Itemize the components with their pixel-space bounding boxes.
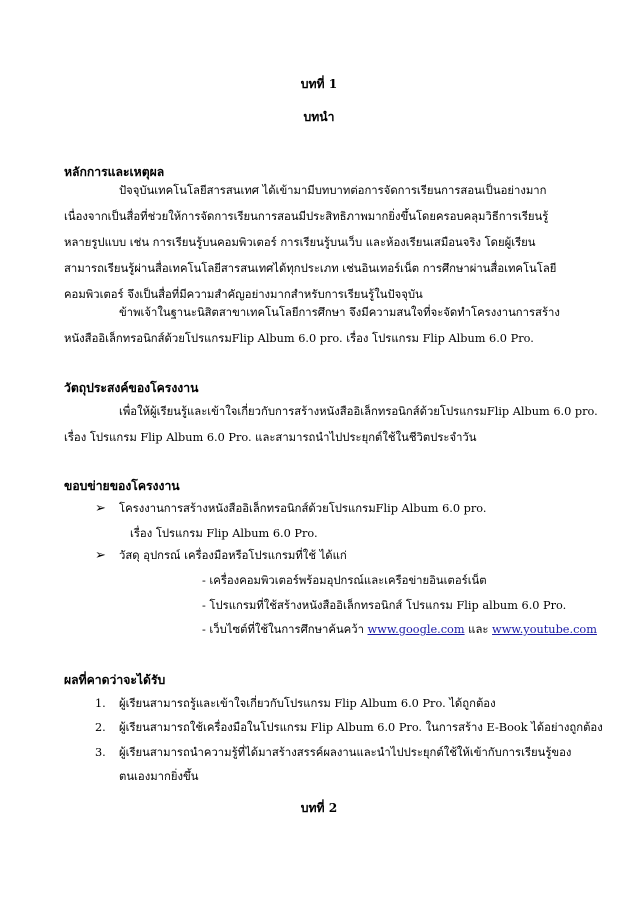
arrow-bullet-icon: ➢ [95,548,106,563]
rationale-line: สามารถเรียนรู้ผ่านสื่อเทคโนโลยีสารสนเทศได้ทุกประเภท เช่นอินเทอร์เน็ต การศึกษาผ่านสื่อเทคโนโลยี [64,262,557,275]
scope-bullet-line: วัสดุ อุปกรณ์ เครื่องมือหรือโปรแกรมที่ใช้ ได้แก่ [119,549,347,562]
chapter-number: บทที่ 1 [300,77,338,91]
list-item-continuation: ตนเองมากยิ่งขึ้น [119,770,199,783]
google-link[interactable]: www.google.com [367,623,465,636]
chapter2-number: บทที่ 2 [300,801,338,815]
scope-sub-text: - เว็บไซต์ที่ใช้ในการศึกษาค้นคว้า [202,623,368,636]
scope-bullet-line: โครงงานการสร้างหนังสืออิเล็กทรอนิกส์ด้วยโปรแกรมFlip Album 6.0 pro. [119,502,487,515]
scope-bullet-line: เรื่อง โปรแกรม Flip Album 6.0 Pro. [130,527,318,540]
list-number: 3. [95,746,106,759]
scope-sub-and: และ [464,623,493,636]
youtube-link[interactable]: www.youtube.com [492,623,597,636]
list-item: ผู้เรียนสามารถนำความรู้ที่ได้มาสร้างสรรค์ผลงานและนำไปประยุกต์ใช้ให้เข้ากับการเรียนรู้ของ [119,746,572,759]
rationale-heading: หลักการและเหตุผล [64,165,165,179]
scope-sub-item: - โปรแกรมที่ใช้สร้างหนังสืออิเล็กทรอนิกส์ โปรแกรม Flip album 6.0 Pro. [202,599,567,612]
scope-heading: ขอบข่ายของโครงงาน [64,479,180,493]
rationale-line: ปัจจุบันเทคโนโลยีสารสนเทศ ได้เข้ามามีบทบาทต่อการจัดการเรียนการสอนเป็นอย่างมาก [119,184,547,197]
list-number: 1. [95,697,106,710]
rationale-line: คอมพิวเตอร์ จึงเป็นสื่อที่มีความสำคัญอย่างมากสำหรับการเรียนรู้ในปัจจุบัน [64,288,423,301]
list-number: 2. [95,721,106,734]
chapter-title: บทนำ [303,110,335,124]
objectives-heading: วัตถุประสงค์ของโครงงาน [64,381,199,395]
rationale-line: หลายรูปแบบ เช่น การเรียนรู้บนคอมพิวเตอร์ การเรียนรู้บนเว็บ และห้องเรียนเสมือนจริง โดยผู้เรียน [64,236,536,249]
scope-sub-item [202,623,597,637]
arrow-bullet-icon: ➢ [95,501,106,516]
list-item: ผู้เรียนสามารถใช้เครื่องมือในโปรแกรม Flip Album 6.0 Pro. ในการสร้าง E-Book ได้อย่างถูกต้อง [119,721,603,734]
scope-sub-item: - เครื่องคอมพิวเตอร์พร้อมอุปกรณ์และเครือข่ายอินเตอร์เน็ต [202,574,487,587]
list-item: ผู้เรียนสามารถรู้และเข้าใจเกี่ยวกับโปรแกรม Flip Album 6.0 Pro. ได้ถูกต้อง [119,697,496,710]
rationale-line: หนังสืออิเล็กทรอนิกส์ด้วยโปรแกรมFlip Album 6.0 pro. เรื่อง โปรแกรม Flip Album 6.0 Pro. [64,332,534,345]
rationale-line: ข้าพเจ้าในฐานะนิสิตสาขาเทคโนโลยีการศึกษา จึงมีความสนใจที่จะจัดทำโครงงานการสร้าง [119,306,560,319]
objectives-line: เพื่อให้ผู้เรียนรู้และเข้าใจเกี่ยวกับการสร้างหนังสืออิเล็กทรอนิกส์ด้วยโปรแกรมFlip Album 6.0 pro. [119,405,598,418]
rationale-line: เนื่องจากเป็นสื่อที่ช่วยให้การจัดการเรียนการสอนมีประสิทธิภาพมากยิ่งขึ้นโดยครอบคลุมวิธีการเรียนรู้ [64,210,549,223]
expected-heading: ผลที่คาดว่าจะได้รับ [64,673,166,687]
objectives-line: เรื่อง โปรแกรม Flip Album 6.0 Pro. และสามารถนำไปประยุกต์ใช้ในชีวิตประจำวัน [64,431,477,444]
